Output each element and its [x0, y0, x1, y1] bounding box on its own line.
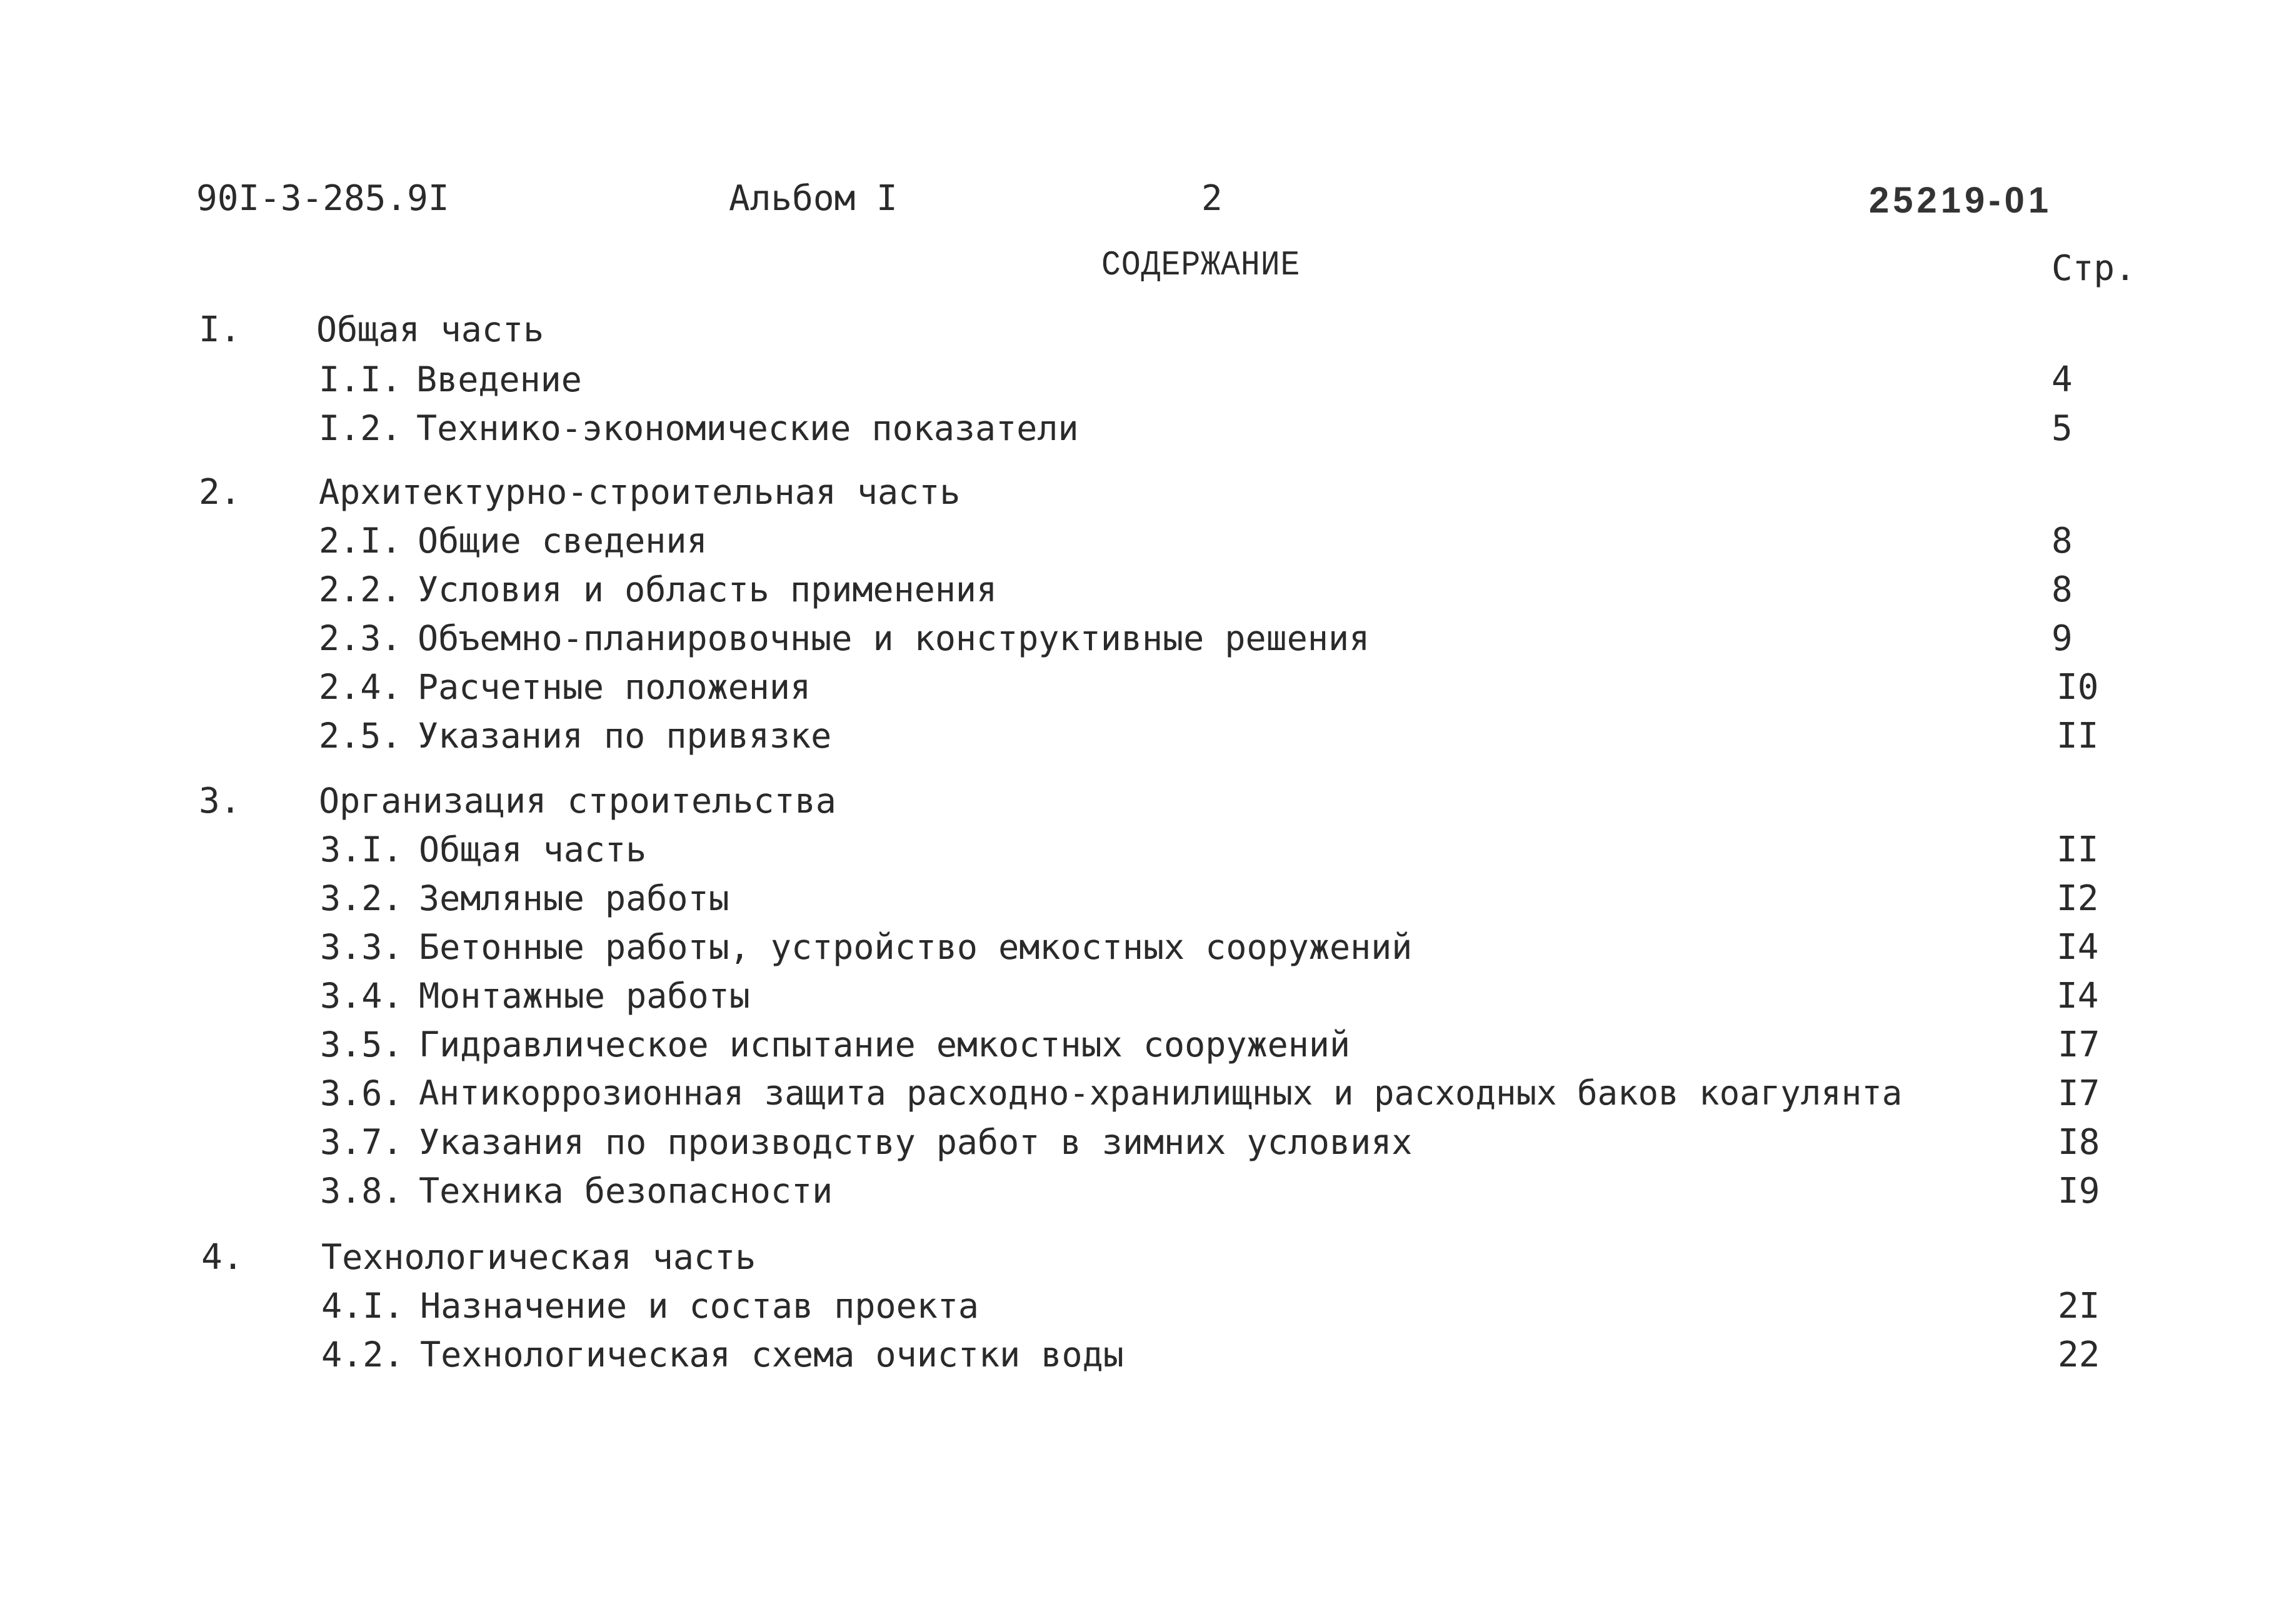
toc-item-page: I7: [2058, 1073, 2100, 1114]
toc-item-number: 3.4.: [320, 976, 403, 1016]
toc-item-number: 2.5.: [319, 716, 402, 756]
section-number: 2.: [199, 472, 241, 513]
toc-item-text: Расчетные положения: [418, 667, 811, 707]
toc-item-page: 8: [2051, 569, 2073, 610]
section-number: 4.: [201, 1237, 244, 1278]
toc-item-text: Гидравлическое испытание емкостных сооружений: [419, 1025, 1351, 1065]
toc-item-text: Объемно-планировочные и конструктивные решения: [418, 618, 1370, 658]
toc-item-text: Земляные работы: [419, 878, 729, 918]
toc-item-number: I.I.: [319, 359, 402, 399]
toc-item-number: 3.2.: [320, 878, 403, 918]
toc-item-page: II: [2056, 716, 2099, 756]
inventory-stamp: 25219-01: [1869, 180, 2053, 221]
toc-item-page: I4: [2056, 976, 2099, 1016]
toc-item-text: Монтажные работы: [419, 976, 750, 1016]
toc-item-page: 22: [2058, 1335, 2100, 1375]
toc-item-text: Бетонные работы, устройство емкостных сооружений: [419, 927, 1413, 967]
toc-item-text: Введение: [416, 359, 582, 399]
toc-item-number: 4.2.: [321, 1335, 404, 1375]
toc-item-text: Назначение и состав проекта: [420, 1286, 979, 1326]
toc-item-number: I.2.: [319, 408, 402, 448]
toc-item-page: 2I: [2058, 1286, 2100, 1326]
section-title: Архитектурно-строительная часть: [319, 472, 961, 512]
toc-item-text: Указания по производству работ в зимних условиях: [419, 1122, 1413, 1162]
toc-item-number: 3.I.: [320, 830, 403, 870]
toc-item-number: 3.6.: [320, 1073, 403, 1113]
toc-item-page: 8: [2051, 521, 2073, 561]
section-title: Общая часть: [316, 309, 544, 349]
toc-item-number: 2.3.: [319, 618, 402, 658]
toc-item-text: Указания по привязке: [418, 716, 832, 756]
toc-item-text: Технико-экономические показатели: [416, 408, 1079, 448]
section-title: Технологическая часть: [321, 1237, 756, 1277]
toc-item-page: I2: [2056, 878, 2099, 919]
album-label: Альбом I: [729, 178, 898, 219]
section-number: 3.: [199, 781, 241, 821]
toc-item-text: Техника безопасности: [419, 1171, 833, 1211]
toc-item-page: I4: [2056, 927, 2099, 968]
toc-item-text: Общая часть: [419, 830, 647, 870]
toc-item-text: Технологическая схема очистки воды: [420, 1335, 1124, 1375]
toc-item-number: 3.8.: [320, 1171, 403, 1211]
toc-item-page: 4: [2051, 359, 2073, 400]
sheet-number: 2: [1201, 178, 1223, 219]
page-title: СОДЕРЖАНИЕ: [1101, 245, 1301, 285]
toc-item-number: 3.5.: [320, 1025, 403, 1065]
toc-item-text: Антикоррозионная защита расходно-хранилищных и расходных баков коагулянта: [419, 1073, 1903, 1113]
toc-item-number: 3.3.: [320, 927, 403, 967]
toc-item-page: II: [2056, 830, 2099, 870]
section-number: I.: [199, 309, 241, 350]
page-column-header: Стр.: [2051, 248, 2136, 289]
toc-item-page: I9: [2058, 1171, 2100, 1211]
toc-item-page: 5: [2051, 408, 2073, 449]
toc-item-page: I8: [2058, 1122, 2100, 1163]
toc-item-page: 9: [2051, 618, 2073, 659]
toc-item-page: I0: [2056, 667, 2099, 708]
section-title: Организация строительства: [319, 781, 836, 821]
document-code: 90I-3-285.9I: [196, 178, 449, 219]
toc-item-page: I7: [2058, 1025, 2100, 1065]
toc-item-text: Условия и область применения: [418, 569, 998, 609]
toc-item-number: 2.4.: [319, 667, 402, 707]
toc-item-number: 3.7.: [320, 1122, 403, 1162]
toc-item-text: Общие сведения: [418, 521, 708, 561]
toc-item-number: 4.I.: [321, 1286, 404, 1326]
toc-item-number: 2.2.: [319, 569, 402, 609]
toc-item-number: 2.I.: [319, 521, 402, 561]
